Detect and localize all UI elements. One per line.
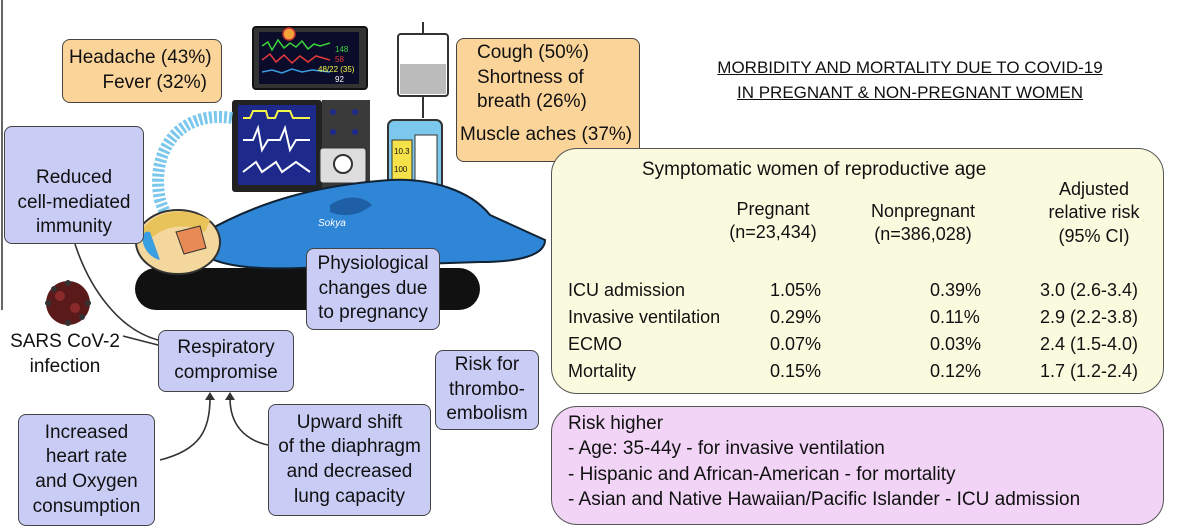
symptom-shortness: Shortness of <box>477 66 584 88</box>
risk-higher-panel <box>551 406 1164 525</box>
symptom-headache: Headache (43%) <box>69 47 212 69</box>
table-cell-nonpregnant: 0.12% <box>930 361 982 381</box>
col-header-risk: Adjusted relative risk (95% CI) <box>1048 179 1140 246</box>
table-cell-pregnant: 1.05% <box>770 280 822 300</box>
pump-readout-2: 100 <box>394 165 408 174</box>
readout-bp: 48/22 (35) <box>318 65 355 74</box>
symptom-fever: Fever (32%) <box>102 72 207 93</box>
factor-respiratory-compromise: Respiratory compromise <box>158 330 294 392</box>
risk-item: - Age: 35-44y - for invasive ventilation <box>568 438 885 460</box>
table-row-label: Mortality <box>568 361 637 381</box>
risk-higher-heading: Risk higher <box>568 413 664 434</box>
col-header-pregnant: Pregnant (n=23,434) <box>729 199 817 243</box>
col-header-nonpregnant: Nonpregnant (n=386,028) <box>870 201 976 245</box>
symptom-box-respiratory <box>456 38 640 162</box>
factor-diaphragm-shift: Upward shift of the diaphragm and decreased lung capacity <box>268 404 431 516</box>
vital-signs-monitor <box>253 27 367 89</box>
table-cell-pregnant: 0.29% <box>770 307 822 327</box>
factor-sars-cov-2: SARS CoV-2 infection <box>10 331 120 377</box>
table-cell-nonpregnant: 0.11% <box>930 307 980 327</box>
readout-rr: 58 <box>335 55 344 64</box>
factor-reduced-immunity: Reduced cell-mediated immunity <box>4 126 144 244</box>
readout-spo2: 92 <box>335 75 344 84</box>
gown-logo: Sokya <box>318 218 346 229</box>
table-cell-nonpregnant: 0.03% <box>930 334 982 354</box>
table-cell-pregnant: 0.15% <box>770 361 822 381</box>
table-cell-nonpregnant: 0.39% <box>930 280 982 300</box>
page-title <box>640 56 1180 105</box>
ventilator <box>232 100 370 192</box>
symptom-cough: Cough (50%) <box>477 42 589 63</box>
factor-heart-rate: Increased heart rate and Oxygen consumption <box>18 414 155 526</box>
table-cell-pregnant: 0.07% <box>770 334 822 354</box>
title-line-1: MORBIDITY AND MORTALITY DUE TO COVID-19 <box>717 58 1103 77</box>
risk-item: - Asian and Native Hawaiian/Pacific Islander - ICU admission <box>568 488 1081 510</box>
arrow-diaphragm <box>230 398 268 445</box>
arrow-infection <box>123 336 158 345</box>
readout-hr: 148 <box>335 45 349 54</box>
table-cell-risk: 3.0 (2.6-3.4) <box>1040 280 1139 300</box>
risk-item: - Hispanic and African-American - for mortality <box>568 463 956 485</box>
symptom-muscle-aches: Muscle aches (37%) <box>460 124 633 146</box>
table-cell-risk: 2.9 (2.2-3.8) <box>1040 307 1139 327</box>
table-row-label: ECMO <box>568 334 622 354</box>
table-cell-risk: 2.4 (1.5-4.0) <box>1040 334 1139 354</box>
table-cell-risk: 1.7 (1.2-2.4) <box>1040 361 1139 381</box>
symptom-box-headache-fever <box>62 39 222 103</box>
table-header: Symptomatic women of reproductive age <box>642 159 987 180</box>
table-row-label: ICU admission <box>568 280 686 300</box>
factor-physiological-changes: Physiological changes due to pregnancy <box>306 248 440 330</box>
iv-bag <box>398 22 448 118</box>
factor-thromboembolism: Risk for thrombo- embolism <box>435 350 539 430</box>
table-row-label: Invasive ventilation <box>568 307 721 327</box>
arrow-heart <box>160 398 210 460</box>
pump-readout-1: 10.3 <box>394 147 410 156</box>
title-line-2: IN PREGNANT & NON-PREGNANT WOMEN <box>736 82 1083 102</box>
symptom-breath: breath (26%) <box>477 91 587 113</box>
sars-cov-2-virus-icon <box>45 280 91 326</box>
